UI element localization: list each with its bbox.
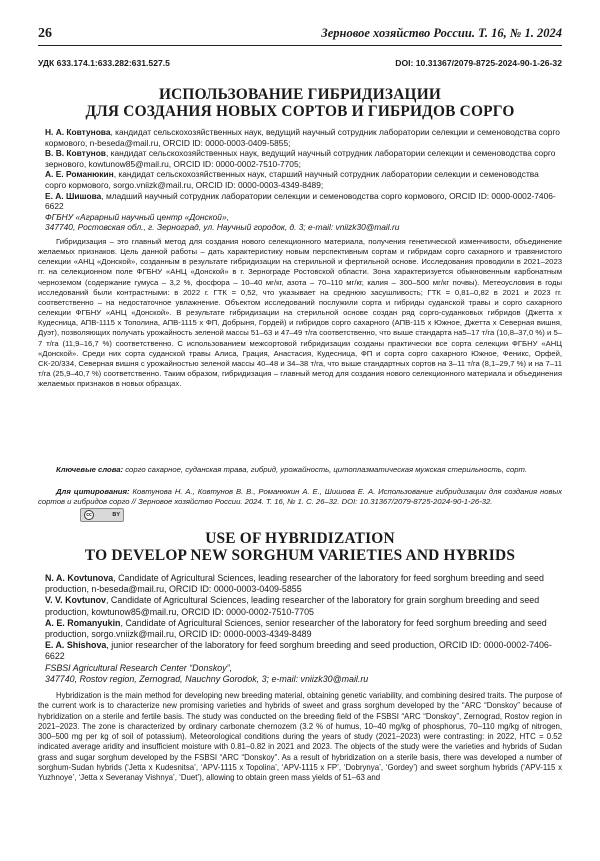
keywords-ru <box>38 465 562 475</box>
author-name: V. V. Kovtunov <box>45 595 106 606</box>
keywords-text: сорго сахарное, суданская трава, гибрид, урожайность, цитоплазматическая мужская стерильность, сорт. <box>123 465 527 474</box>
author-entry <box>45 595 562 617</box>
title-en-line-2: TO DEVELOP NEW SORGHUM VARIETIES AND HYBRIDS <box>84 547 516 564</box>
author-entry <box>45 573 562 595</box>
organization-address: 347740, Rostov region, Zernograd, Nauchny Gorodok, 3; e-mail: vniizk30@mail.ru <box>45 673 369 684</box>
cc-icon: cc <box>84 510 94 520</box>
abstract-en: Hybridization is the main method for developing new breeding material, obtaining genetic variability, and combining desired traits. The purpose of the current work is to characterize new promising varieties and hybrids of sweet and grass sorghum developed by the “ARC “Donskoy” because of hybridization on a sterile and fertile basis. The study was conducted on the breeding field of the FSBSI “ARC “Donskoy”, Zernograd, Rostov region in 2021–2023. The zone is characterized by ordinary carbonate chernozem (3.2 % of humus, 10–40 mg/kg of phosphorus, 70–110 mg/kg of nitrogen, 300–500 mg per kg of soil of potassium). Meteorological conditions during the years of study (2021–2023) were contrasting: in 2022, HTC = 0.52 indicated average aridity and insufficient moisture with 0.81–0.82 in 2021 and 2023. The objects of the study were the varieties and hybrids of Sudan grass and sugar sorghum developed by the FSBSI “ARC “Donskoy”. As a result of hybridization on a sterile basis, there was developed a number of sorghum-Sudan hybrids (‘Jetta x Kudesnitsa’, ‘APV-1115 x Topolina’, ‘APV-1115 x FP’, ‘Dobrynya’, ‘Gordey’) and sweet sorghum hybrids (‘APV-115 x Yuzhnoye’, ‘Jetta x Severanay Vishnya’, ‘Duet’), allowing to obtain green mass yields of 51–63 and <box>38 691 562 783</box>
citation-text: Ковтунова Н. А., Ковтунов В. В., Романюкин А. Е., Шишова Е. А. Использование гибридизации для создания новых сортов и гибридов сорго // Зерновое хозяйство России. 2024. Т. 16, № 1. С. 26–32. DOI: 10.31367/2079-8725-2024-90-1-26-32. <box>38 487 562 507</box>
article-title-en <box>38 530 562 564</box>
author-affiliation: , кандидат сельскохозяйственных наук, ведущий научный сотрудник лаборатории селекции и семеноводства сорго зернового, kowtunow85@mail.ru, ORCID ID: 0000-0002-7510-7705; <box>45 148 556 169</box>
udc-code: УДК 633.174.1:633.282:631.527.5 <box>38 58 170 68</box>
author-name: E. A. Shishova <box>45 640 107 651</box>
author-name: В. В. Ковтунов <box>45 148 106 159</box>
title-en-line-1: USE OF HYBRIDIZATION <box>205 530 395 547</box>
organization-address: 347740, Ростовская обл., г. Зерноград, ул. Научный городок, д. 3; e-mail: vniizk30@mail.ru <box>45 222 400 233</box>
author-entry <box>45 618 562 640</box>
author-affiliation: , младший научный сотрудник лаборатории селекции и семеноводства сорго кормового, ORCID ID: 0000-0002-7406-6622 <box>45 190 556 212</box>
author-entry <box>45 169 562 190</box>
authors-block-en <box>45 573 562 685</box>
author-name: N. A. Kovtunova <box>45 573 114 583</box>
author-affiliation: , кандидат сельскохозяйственных наук, старший научный сотрудник лаборатории селекции и семеноводства сорго кормового, sorgo.vniizk@mail.ru, ORCID ID: 0000-0003-4349-8489; <box>45 169 539 190</box>
author-entry <box>45 127 562 148</box>
organization-name: ФГБНУ «Аграрный научный центр «Донской», <box>45 211 229 222</box>
title-ru-line-2: ДЛЯ СОЗДАНИЯ НОВЫХ СОРТОВ И ГИБРИДОВ СОРГО <box>85 103 515 120</box>
citation-ru <box>38 487 562 507</box>
article-identifiers <box>38 58 562 68</box>
keywords-label: Ключевые слова: <box>56 465 124 474</box>
author-affiliation: , junior researcher of the laboratory for feed sorghum breeding and seed production, ORCID ID: 0000-0002-7406-6622 <box>45 640 552 662</box>
doi[interactable]: DOI: 10.31367/2079-8725-2024-90-1-26-32 <box>395 58 562 68</box>
author-name: A. E. Romanyukin <box>45 617 121 628</box>
author-entry <box>45 191 562 212</box>
article-title-ru <box>38 86 562 120</box>
title-ru-line-1: ИСПОЛЬЗОВАНИЕ ГИБРИДИЗАЦИИ <box>158 86 442 103</box>
author-name: Н. А. Ковтунова <box>45 127 111 137</box>
author-entry <box>45 148 562 169</box>
organization-name: FSBSI Agricultural Research Center “Donskoy”, <box>45 662 233 673</box>
citation-label: Для цитирования: <box>56 487 130 496</box>
creative-commons-badge[interactable] <box>80 508 124 522</box>
running-header <box>38 26 562 46</box>
abstract-ru: Гибридизация – это главный метод для создания нового селекционного материала, получения генетической изменчивости, объединение желаемых признаков. Цель данной работы – дать характеристику новым перспективным сортам и гибридам сорго сахарного и травянистого селекции «АНЦ «Донской», созданным в результате гибридизации на стерильной и фертильной основе. Исследования проводили в 2021–2023 гг. на селекционном поле ФГБНУ «АНЦ «Донской» в г. Зернограде Ростовской области. Зона характеризуется обыкновенным карбонатным черноземом (содержание гумуса – 3,2 %, фосфора – 10–40 мг/кг, азота – 70–110 мг/кг, калия – 300–500 мг/кг почвы). Метеоусловия в годы исследований были контрастными: в 2022 г. ГТК = 0,52, что указывает на среднюю засушливость; ГТК = 0,81–0,82 в 2021 и 2023 гг. соответственно – на недостаточное увлажнение. Объектом исследований послужили сорта и гибриды суданской травы и сорго сахарного селекции ФГБНУ «АНЦ «Донской». В результате гибридизации на стерильной основе создан ряд сорго-суданковых гибридов (Джетта х Кудесница, АПВ-1115 х Тополина, АПВ-1115 х ФП, Добрыня, Гордей) и гибридов сорго сахарного (АПВ-115 х Южное, Джетта х Северная вишня, Дуэт), позволяющих получать урожайность зеленой массы 51–63 и 47–49 т/га соответственно, что выше стандарта на5–17 т/га (10,8–37,0 %) и 5–7 т/га (11,9–16,7 %) соответственно. С использованием межсортовой гибридизации созданы практически все сорта селекции ФГБНУ «АНЦ «Донской». Среди них сорта суданской травы Алиса, Грация, Анастасия, Кудесница, ФП и сорта сорго сахарного Южное, Феникс, Орфей, СК-20/334, Северная вишня с урожайностью зеленой массы 40–48 и 34–38 т/га, что выше стандартных сортов на 3–11 т/га (8,1–29,7 %) и на 7–11 т/га (25,9–40,7 %) соответственно. Таким образом, гибридизация – главный метод для создания нового селекционного материала и объединения желаемых признаков в новых образцах. <box>38 237 562 389</box>
author-affiliation: , Candidate of Agricultural Sciences, leading researcher of the laboratory for feed sorghum breeding and seed production, n-beseda@mail.ru, ORCID ID: 0000-0003-0409-5855 <box>45 573 544 595</box>
journal-title: Зерновое хозяйство России. Т. 16, № 1. 2024 <box>321 26 562 40</box>
author-affiliation: , кандидат сельскохозяйственных наук, ведущий научный сотрудник лаборатории селекции и семеноводства сорго кормового, n-beseda@mail.ru, ORCID ID: 0000-0003-0409-5855; <box>45 127 560 148</box>
authors-block-ru <box>45 127 562 233</box>
cc-by-label: BY <box>112 512 120 518</box>
author-name: А. Е. Романюкин <box>45 169 114 180</box>
author-affiliation: , Candidate of Agricultural Sciences, leading researcher of the laboratory for grain sorghum breeding and seed production, kowtunow85@mail.ru, ORCID ID: 0000-0002-7510-7705 <box>45 595 540 617</box>
page-number: 26 <box>38 26 52 41</box>
author-entry <box>45 640 562 662</box>
author-name: Е. А. Шишова <box>45 190 102 201</box>
author-affiliation: , Candidate of Agricultural Sciences, senior researcher of the laboratory for feed sorghum breeding and seed production, sorgo.vniizk@mail.ru, ORCID ID: 0000-0003-4349-8489 <box>45 617 547 640</box>
